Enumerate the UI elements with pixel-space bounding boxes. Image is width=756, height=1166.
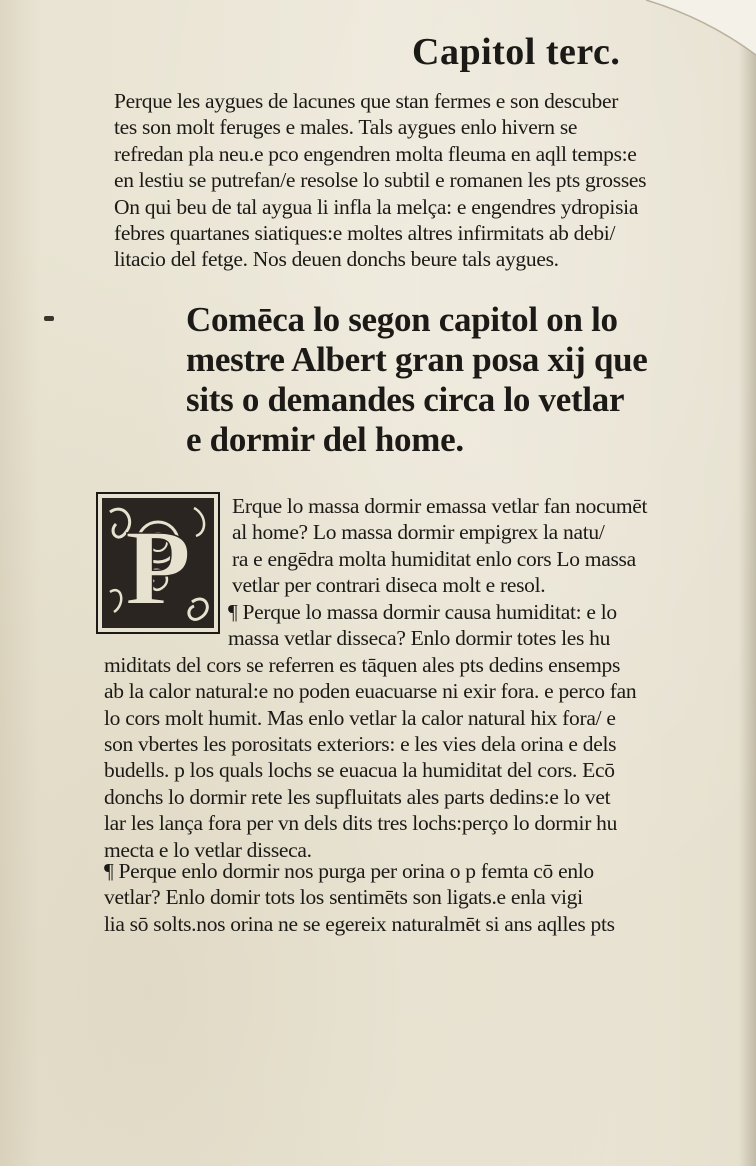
text-line: son vbertes les porositats exteriors: e les vies dela orina e dels [104,731,617,756]
paragraph-4 [104,858,615,937]
chapter-title [186,300,648,460]
text-line: miditats del cors se referren es tāquen ales pts dedins ensemps [104,652,621,677]
chapter-title-line: e dormir del home. [186,420,464,459]
text-line: ¶ Perque lo massa dormir causa humiditat: e lo [228,600,617,624]
text-line: ra e engēdra molta humiditat enlo cors Lo massa [232,546,636,571]
chapter-title-line: Comēca lo segon capitol on lo [186,300,618,339]
text-line: vetlar per contrari diseca molt e resol. [232,573,546,598]
paragraph-1 [114,88,646,273]
text-line: budells. p los quals lochs se euacua la humiditat del cors. Ecō [104,758,615,783]
running-head: Capitol terc. [412,31,621,73]
chapter-title-line: mestre Albert gran posa xij que [186,340,648,379]
text-line: ¶ Perque enlo dormir nos purga per orina o p femta cō enlo [104,859,594,883]
paragraph-3 [104,599,636,863]
page-edge-shadow [738,0,756,1166]
initial-letter-glyph: P [125,509,191,628]
text-line: litacio del fetge. Nos deuen donchs beure tals aygues. [114,247,559,272]
text-line: febres quartanes siatiques:e moltes altres infirmitats ab debi/ [114,220,616,245]
text-line: mecta e lo vetlar disseca. [104,837,312,862]
margin-mark [44,316,54,321]
text-line: ab la calor natural:e no poden euacuarse ni exir fora. e perco fan [104,679,637,704]
page-corner-curl [636,0,756,70]
text-line: al home? Lo massa dormir empigrex la natu/ [232,520,605,545]
text-line: Erque lo massa dormir emassa vetlar fan nocumēt [232,494,648,518]
text-line: refredan pla neu.e pco engendren molta fleuma en aqll temps:e [114,141,637,166]
text-line: Perque les aygues de lacunes que stan fermes e son descuber [114,89,619,113]
text-line: On qui beu de tal aygua li infla la melça: e engendres ydropisia [114,194,639,219]
chapter-title-line: sits o demandes circa lo vetlar [186,380,625,419]
text-line: lia sō solts.nos orina ne se egereix naturalmēt si ans aqlles pts [104,911,615,936]
text-line: lo cors molt humit. Mas enlo vetlar la calor natural hix fora/ e [104,705,616,730]
text-line: donchs lo dormir rete les supfluitats ales parts dedins:e lo vet [104,784,611,809]
text-line: vetlar? Enlo domir tots los sentimēts son ligats.e enla vigi [104,885,583,910]
text-line: en lestiu se putrefan/e resolse lo subtil e romanen les pts grosses [114,168,647,193]
paragraph-2 [232,493,647,599]
text-line: lar les lança fora per vn dels dits tres lochs:perço lo dormir hu [104,811,618,836]
text-line: massa vetlar disseca? Enlo dormir totes les hu [228,626,611,651]
text-line: tes son molt feruges e males. Tals aygues enlo hivern se [114,115,578,140]
